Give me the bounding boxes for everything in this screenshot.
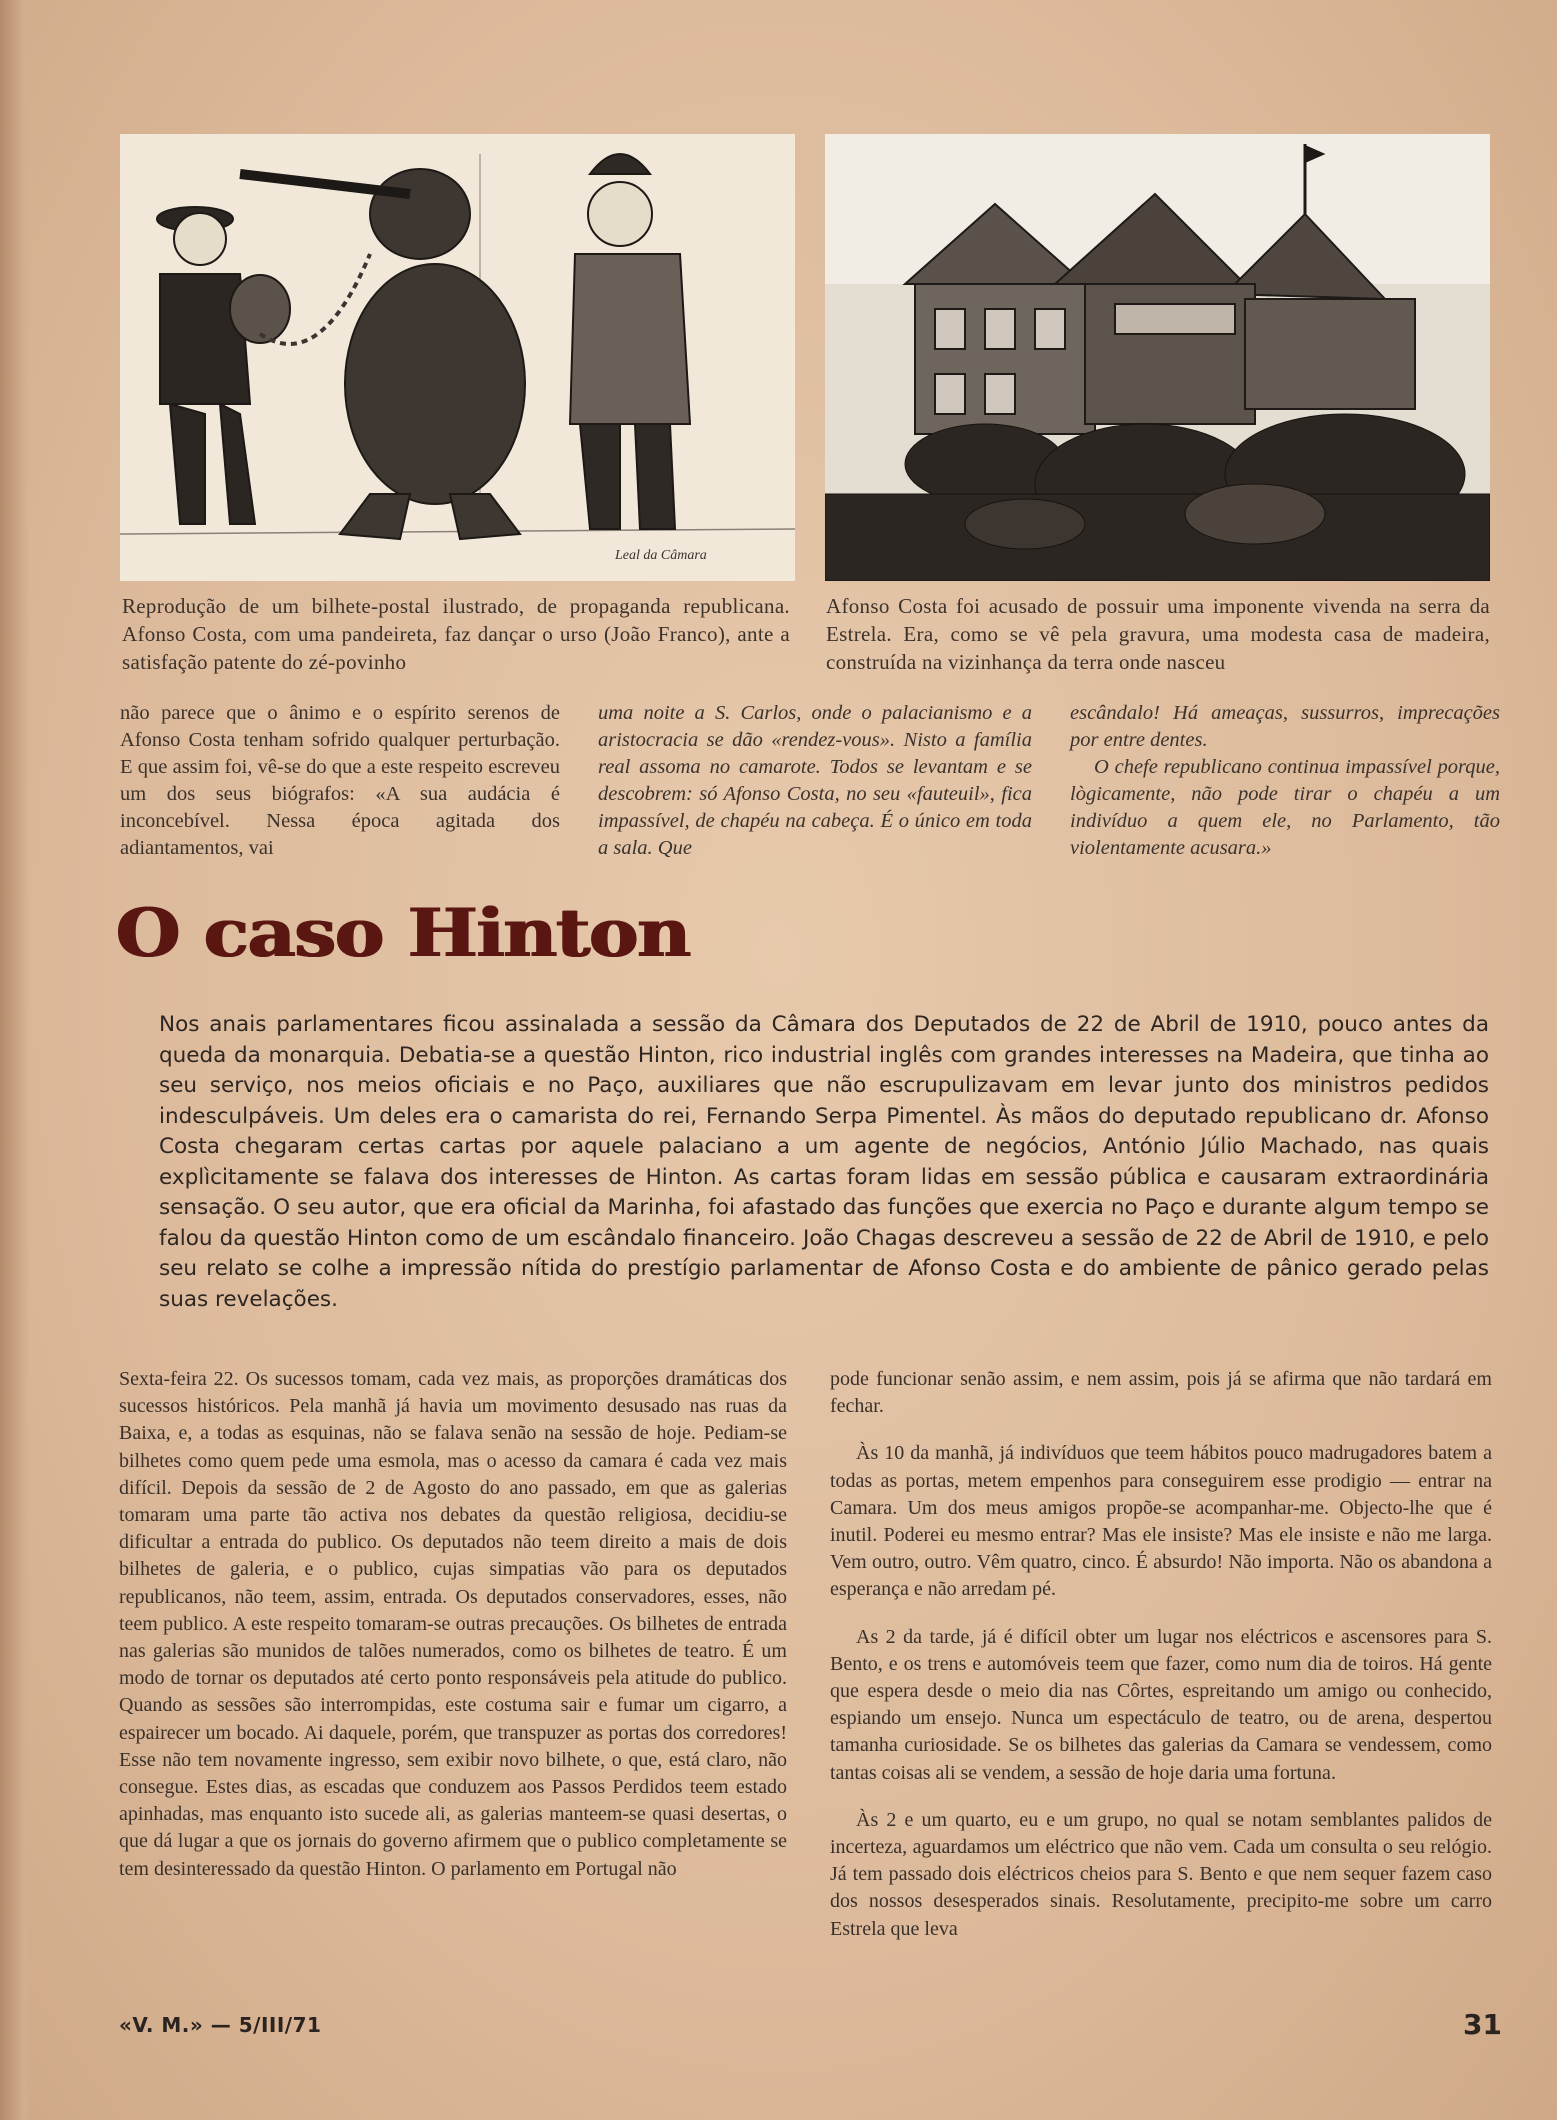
body-paragraph: Às 2 e um quarto, eu e um grupo, no qual se notam semblantes palidos de incerteza, aguardamos um eléctrico que não vem. Cada um consulta o seu relógio. Já tem passado dois eléctricos cheios para S. Bento e que nem sequer fazem caso dos nossos desesperados sinais. Resolutamente, precipito-me sobre um carro Estrela que leva [830, 1808, 1492, 1940]
cartoon-illustration [120, 134, 795, 581]
body-paragraph: Sexta-feira 22. Os sucessos tomam, cada vez mais, as proporções dramáticas dos sucessos históricos. Pela manhã já havia um movimento desusado nas ruas da Baixa, e, a todas as esquinas, não se falava senão na sessão de hoje. Pediam-se bilhetes como quem pede uma esmola, mas o acesso da camara é cada vez mais difícil. Depois da sessão de 2 de Agosto do ano passado, em que as galerias tomaram uma parte tão activa nos debates da questão religiosa, decidiu-se dificultar a entrada do publico. Os deputados não teem direito a mais de dois bilhetes de galeria, e o publico, cujas simpatias vão para os deputados republicanos, não teem, assim, entrada. Os deputados conservadores, esses, não teem publico. A este respeito tomaram-se outras precauções. Os bilhetes de entrada nas galerias são munidos de talões numerados, como os bilhetes de teatro. É um modo de tornar os deputados até certo ponto responsáveis pela atitude do publico. Quando as sessões são interrompidas, este costuma sair e fumar um cigarro, a espairecer um bocado. Ai daquele, porém, que transpuzer as portas dos corredores! Esse não tem novamente ingresso, sem exibir novo bilhete, o que, está claro, não consegue. Estes dias, as escadas que conduzem aos Passos Perdidos teem estado apinhadas, mas enquanto isto sucede ali, as galerias manteem-se quasi desertas, o que dá lugar a que os jornais do governo afirmem que o publico completamente se tem desinteressado da questão Hinton. O parlamento em Portugal não [119, 1368, 787, 1880]
page-number: 31 [1463, 2008, 1502, 2041]
chalet-photograph [825, 134, 1490, 581]
cartoon-drawing [120, 134, 795, 581]
body-paragraph: As 2 da tarde, já é difícil obter um lugar nos eléctricos e ascensores para S. Bento, e os trens e automóveis teem que fazer, como num dia de toiros. Há gente que espera desde o meio dia nas Côrtes, espreitando um amigo ou conhecido, espiando um ensejo. Nunca um espectáculo de teatro, ou de arena, despertou tamanha curiosidade. Se os bilhetes das galerias da Camara se vendessem, como tantas coisas ali se vendem, a sessão de hoje daria uma fortuna. [830, 1625, 1492, 1784]
artist-signature: Leal da Câmara [615, 548, 707, 563]
article-title: O caso Hinton [116, 894, 690, 972]
article-body-left-column [119, 1366, 787, 1883]
intro-column-3-paragraph-1: escândalo! Há ameaças, sussurros, imprecações por entre dentes. [1070, 702, 1500, 751]
page-spine-shadow [0, 0, 30, 2120]
right-figure-caption: Afonso Costa foi acusado de possuir uma imponente vivenda na serra da Estrela. Era, como se vê pela gravura, uma modesta casa de madeira, construída na vizinhança da terra onde nasceu [826, 594, 1490, 674]
publication-footer: «V. M.» — 5/III/71 [119, 2013, 322, 2037]
article-body-right-column [830, 1366, 1492, 1963]
left-figure-caption: Reprodução de um bilhete-postal ilustrado, de propaganda republicana. Afonso Costa, com uma pandeireta, faz dançar o urso (João Franco), ante a satisfação patente do zé-povinho [122, 594, 790, 674]
intro-column-2: uma noite a S. Carlos, onde o palacianismo e a aristocracia se dão «rendez-vous». Nisto a família real assoma no camarote. Todos se levantam e se descobrem: só Afonso Costa, no seu «fauteuil», fica impassível, de chapéu na cabeça. É o único em toda a sala. Que [598, 702, 1032, 859]
rocks [825, 414, 1490, 581]
intro-column-1: não parece que o ânimo e o espírito serenos de Afonso Costa tenham sofrido qualquer perturbação. E que assim foi, vê-se do que a este respeito escreveu um dos seus biógrafos: «A sua audácia é inconcebível. Nessa época agitada dos adiantamentos, vai [120, 702, 560, 859]
article-lead: Nos anais parlamentares ficou assinalada a sessão da Câmara dos Deputados de 22 de Abril de 1910, pouco antes da queda da monarquia. Debatia-se a questão Hinton, rico industrial inglês com grandes interesses na Madeira, que tinha ao seu serviço, nos meios oficiais e no Paço, auxiliares que não escrupulizavam em levar junto dos ministros pedidos indesculpáveis. Um deles era o camarista do rei, Fernando Serpa Pimentel. Às mãos do deputado republicano dr. Afonso Costa chegaram certas cartas por aquele palaciano a um agente de negócios, António Júlio Machado, nas quais explìcitamente se falava dos interesses de Hinton. As cartas foram lidas em sessão pública e causaram extraordinária sensação. O seu autor, que era oficial da Marinha, foi afastado das funções que exercia no Paço e durante algum tempo se falou da questão Hinton como de um escândalo financeiro. João Chagas descreveu a sessão de 22 de Abril de 1910, e pelo seu relato se colhe a impressão nítida do prestígio parlamentar de Afonso Costa e do ambiente de pânico gerado pelas suas revelações. [159, 1012, 1489, 1312]
intro-column-3 [1070, 700, 1500, 862]
body-paragraph: Às 10 da manhã, já indivíduos que teem hábitos pouco madrugadores batem a todas as portas, metem empenhos para conseguirem esse prodigio — entrar na Camara. Um dos meus amigos propõe-se acompanhar-me. Objecto-lhe que é inutil. Poderei eu mesmo entrar? Mas ele insiste? Mas ele insiste e não me larga. Vem outro, outro. Vêm quatro, cinco. É absurdo! Não importa. Não os abandona a esperança e não arredam pé. [830, 1442, 1492, 1601]
body-paragraph: pode funcionar senão assim, e nem assim, pois já se afirma que não tardará em fechar. [830, 1368, 1492, 1418]
intro-column-3-paragraph-2: O chefe republicano continua impassível porque, lògicamente, não pode tirar o chapéu a um indivíduo a quem ele, no Parlamento, tão violentamente acusara.» [1070, 756, 1500, 859]
chalet-photo-drawing [825, 134, 1490, 581]
